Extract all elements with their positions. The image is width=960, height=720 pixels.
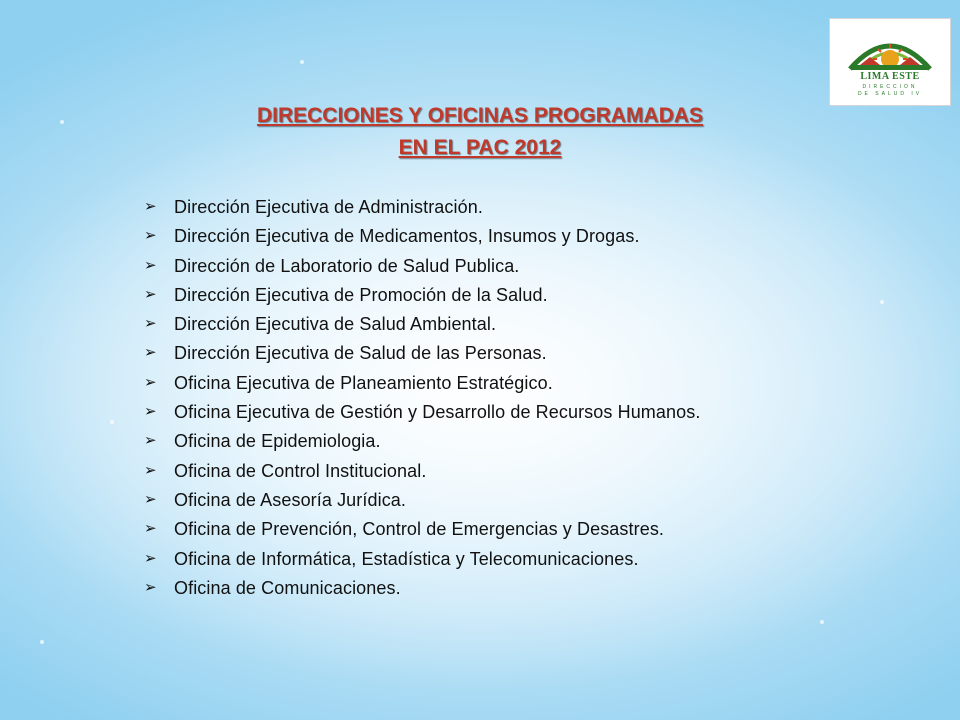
arrow-bullet-icon: ➢ — [144, 490, 157, 508]
list-item: ➢ Dirección Ejecutiva de Salud de las Personas. — [144, 343, 547, 364]
list-item: ➢ Oficina de Informática, Estadística y Telecomunicaciones. — [144, 548, 639, 569]
page-title-line-1: DIRECCIONES Y OFICINAS PROGRAMADAS — [256, 104, 704, 127]
arrow-bullet-icon: ➢ — [144, 578, 157, 596]
arrow-bullet-icon: ➢ — [144, 549, 157, 567]
list-item: ➢ Oficina de Control Institucional. — [144, 460, 427, 481]
arrow-bullet-icon: ➢ — [144, 256, 157, 274]
arrow-bullet-icon: ➢ — [144, 198, 157, 215]
logo-title: LIMA ESTE — [860, 71, 920, 82]
directions-list — [144, 196, 700, 606]
arrow-bullet-icon: ➢ — [144, 227, 157, 245]
arrow-bullet-icon: ➢ — [144, 315, 157, 333]
list-item: ➢ Oficina de Prevención, Control de Emergencias y Desastres. — [144, 519, 665, 540]
list-item: ➢ Oficina de Asesoría Jurídica. — [144, 489, 407, 510]
arrow-bullet-icon: ➢ — [144, 432, 157, 450]
page-title-line-2: EN EL PAC 2012 — [398, 136, 562, 159]
arrow-bullet-icon: ➢ — [144, 344, 157, 362]
arrow-bullet-icon: ➢ — [144, 520, 157, 538]
list-item: ➢ Dirección Ejecutiva de Salud Ambiental. — [144, 314, 497, 335]
list-item: ➢ Oficina Ejecutiva de Planeamiento Estratégico. — [144, 372, 553, 393]
arrow-bullet-icon: ➢ — [144, 373, 157, 391]
list-item: ➢ Dirección Ejecutiva de Promoción de la Salud. — [144, 284, 548, 305]
arrow-bullet-icon: ➢ — [144, 403, 157, 421]
list-item: ➢ Dirección Ejecutiva de Medicamentos, Insumos y Drogas. — [144, 226, 640, 247]
list-item: ➢ Oficina de Epidemiologia. — [144, 431, 381, 452]
arrow-bullet-icon: ➢ — [144, 285, 157, 303]
list-item: ➢ Dirección Ejecutiva de Administración. — [144, 197, 483, 217]
lima-este-logo — [829, 18, 951, 106]
list-item: ➢ Oficina Ejecutiva de Gestión y Desarrollo de Recursos Humanos. — [144, 402, 701, 423]
logo-line-2: DE SALUD IV — [857, 91, 923, 97]
list-item: ➢ Dirección de Laboratorio de Salud Publica. — [144, 255, 520, 276]
list-item: ➢ Oficina de Comunicaciones. — [144, 577, 401, 598]
arrow-bullet-icon: ➢ — [144, 461, 157, 479]
logo-line-1: DIRECCION — [862, 84, 918, 90]
